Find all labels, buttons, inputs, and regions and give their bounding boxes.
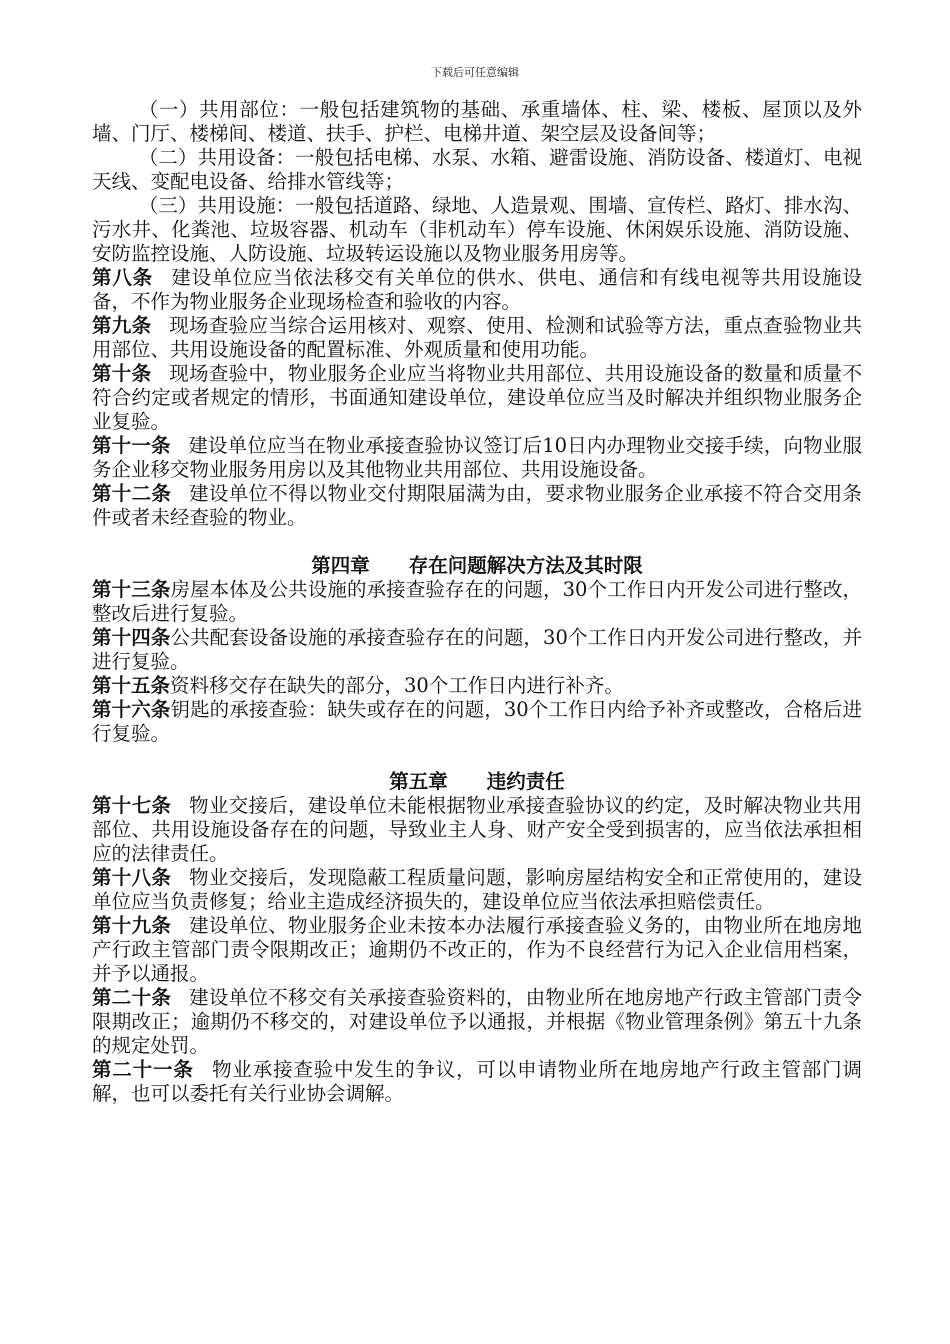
article	[92, 794, 862, 866]
chapter-number: 第四章	[311, 554, 370, 577]
article-text: 物业交接后，发现隐蔽工程质量问题，影响房屋结构安全和正常使用的，建设单位应当负责修复；给业主造成经济损失的，建设单位应当依法承担赔偿责任。	[92, 866, 862, 913]
intro-item: （一）共用部位：一般包括建筑物的基础、承重墙体、柱、梁、楼板、屋顶以及外墙、门厅、楼梯间、楼道、扶手、护栏、电梯井道、架空层及设备间等；	[92, 98, 862, 145]
article	[92, 626, 862, 674]
article	[92, 578, 862, 626]
chapter-heading	[92, 554, 862, 578]
article	[92, 362, 862, 434]
article-text: 资料移交存在缺失的部分，30个工作日内进行补齐。	[170, 674, 624, 697]
article-text: 房屋本体及公共设施的承接查验存在的问题，30个工作日内开发公司进行整改，整改后进行复验。	[92, 578, 862, 625]
article	[92, 986, 862, 1058]
article-number: 第十八条	[92, 866, 172, 889]
chapter-title: 存在问题解决方法及其时限	[408, 554, 643, 577]
article-number: 第十九条	[92, 914, 172, 937]
article-number: 第二十一条	[92, 1058, 194, 1081]
article-number: 第十五条	[92, 674, 171, 697]
article	[92, 314, 862, 362]
chapter-heading	[92, 770, 862, 794]
article	[92, 266, 862, 314]
article-text: 公共配套设备设施的承接查验存在的问题，30个工作日内开发公司进行整改，并进行复验。	[92, 626, 862, 673]
chapter-title: 违约责任	[486, 770, 565, 793]
article-number: 第十六条	[92, 698, 171, 721]
intro-item: （三）共用设施：一般包括道路、绿地、人造景观、围墙、宣传栏、路灯、排水沟、污水井、化粪池、垃圾容器、机动车（非机动车）停车设施、休闲娱乐设施、消防设施、安防监控设施、人防设施、垃圾转运设施以及物业服务用房等。	[92, 194, 862, 265]
article-number: 第八条	[92, 266, 154, 289]
article	[92, 482, 862, 530]
article-text: 物业交接后，建设单位未能根据物业承接查验协议的约定，及时解决物业共用部位、共用设施设备存在的问题，导致业主人身、财产安全受到损害的，应当依法承担相应的法律责任。	[92, 794, 862, 865]
article-text: 建设单位应当在物业承接查验协议签订后10日内办理物业交接手续，向物业服务企业移交物业服务用房以及其他物业共用部位、共用设施设备。	[92, 434, 862, 481]
article-text: 建设单位、物业服务企业未按本办法履行承接查验义务的，由物业所在地房地产行政主管部门责令限期改正；逾期仍不改正的，作为不良经营行为记入企业信用档案，并予以通报。	[92, 914, 862, 985]
article	[92, 914, 862, 986]
article	[92, 434, 862, 482]
article-number: 第十七条	[92, 794, 172, 817]
article-number: 第十二条	[92, 482, 172, 505]
page-header: 下载后可任意编辑	[431, 66, 519, 79]
article-text: 建设单位不得以物业交付期限届满为由，要求物业服务企业承接不符合交用条件或者未经查验的物业。	[92, 482, 862, 529]
document-body	[92, 98, 862, 1106]
article-number: 第十四条	[92, 626, 171, 649]
article-number: 第十条	[92, 362, 152, 385]
article-text: 钥匙的承接查验：缺失或存在的问题，30个工作日内给予补齐或整改，合格后进行复验。	[92, 698, 862, 745]
article	[92, 698, 862, 746]
article-text: 现场查验应当综合运用核对、观察、使用、检测和试验等方法，重点查验物业共用部位、共用设施设备的配置标准、外观质量和使用功能。	[92, 314, 862, 361]
article-text: 建设单位不移交有关承接查验资料的，由物业所在地房地产行政主管部门责令限期改正；逾期仍不移交的，对建设单位予以通报，并根据《物业管理条例》第五十九条的规定处罚。	[92, 986, 862, 1057]
article-number: 第十三条	[92, 578, 171, 601]
article-text: 建设单位应当依法移交有关单位的供水、供电、通信和有线电视等共用设施设备，不作为物业服务企业现场检查和验收的内容。	[92, 266, 862, 313]
article	[92, 674, 862, 698]
article	[92, 866, 862, 914]
article-number: 第九条	[92, 314, 152, 337]
article	[92, 1058, 862, 1106]
chapter-number: 第五章	[389, 770, 448, 793]
article-text: 现场查验中，物业服务企业应当将物业共用部位、共用设施设备的数量和质量不符合约定或者规定的情形，书面通知建设单位，建设单位应当及时解决并组织物业服务企业复验。	[92, 362, 862, 433]
article-number: 第十一条	[92, 434, 171, 457]
intro-item: （二）共用设备：一般包括电梯、水泵、水箱、避雷设施、消防设备、楼道灯、电视天线、变配电设备、给排水管线等；	[92, 146, 862, 193]
article-text: 物业承接查验中发生的争议，可以申请物业所在地房地产行政主管部门调解，也可以委托有关行业协会调解。	[92, 1058, 862, 1105]
article-number: 第二十条	[92, 986, 172, 1009]
